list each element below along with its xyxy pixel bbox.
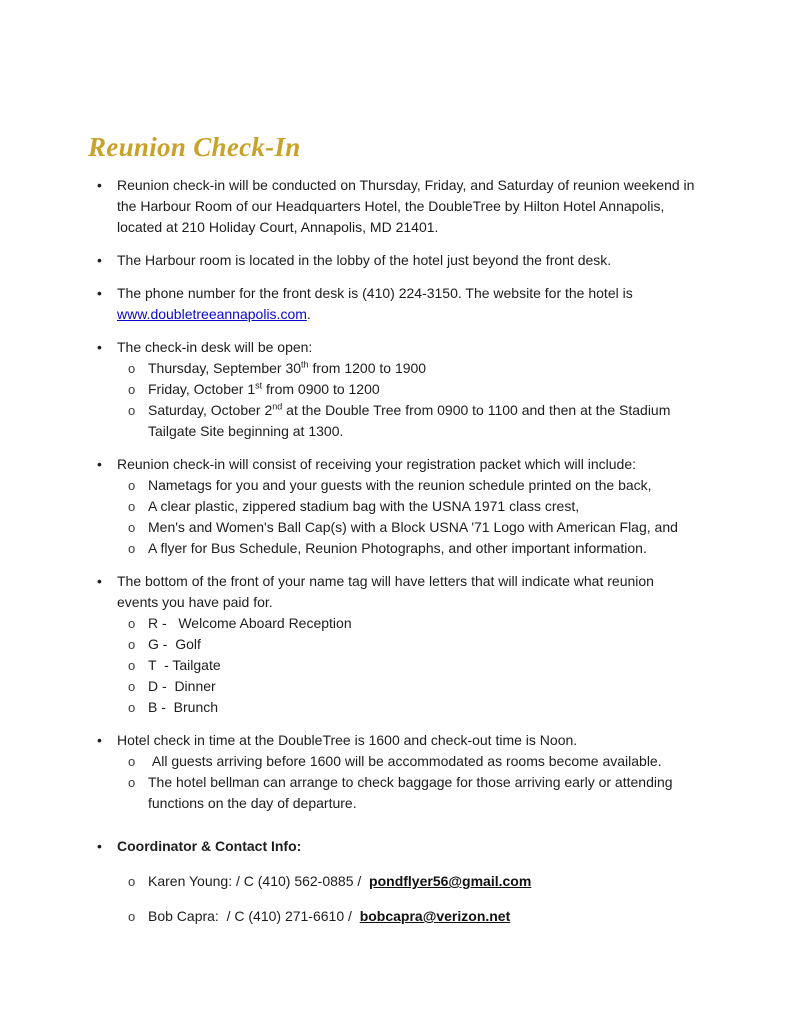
phone-website-text: [117, 283, 695, 325]
checkin-overview-text: Reunion check-in will be conducted on Thursday, Friday, and Saturday of reunion weekend in the Harbour Room of our Headquarters Hotel, the DoubleTree by Hilton Hotel Annapolis, located at 210 Holiday Court, Annapolis, MD 21401.: [117, 177, 699, 235]
bullet-desk-hours: [88, 337, 695, 442]
contact-karen-young: [122, 871, 695, 892]
bullet-circle-icon: o: [128, 403, 136, 418]
desk-hours-sublist: [122, 358, 695, 442]
bob-contact-text: [148, 906, 695, 927]
bellman-text: The hotel bellman can arrange to check baggage for those arriving early or attending functions on the day of departure.: [148, 774, 677, 811]
sub-item-nametags: [122, 475, 695, 496]
bullet-registration-packet: [88, 454, 695, 559]
reception-code-text: R - Welcome Aboard Reception: [148, 615, 352, 631]
bullet-disc-icon: •: [97, 573, 102, 589]
karen-name-phone: Karen Young: / C (410) 562-0885 /: [148, 873, 370, 889]
bullet-disc-icon: •: [97, 838, 102, 854]
stadium-bag-text: A clear plastic, zippered stadium bag with the USNA 1971 class crest,: [148, 498, 580, 514]
bob-name-phone: Bob Capra: / C (410) 271-6610 /: [148, 908, 360, 924]
bullet-circle-icon: o: [128, 520, 136, 535]
sub-item-stadium-bag: [122, 496, 695, 517]
bob-email-link[interactable]: bobcapra@verizon.net: [359, 908, 511, 924]
harbour-room-text: The Harbour room is located in the lobby of the hotel just beyond the front desk.: [117, 252, 612, 268]
contacts-sublist: [122, 871, 695, 927]
bullet-disc-icon: •: [97, 339, 102, 355]
ordinal-suffix: st: [255, 380, 263, 391]
bullet-harbour-room: [88, 250, 695, 271]
hotel-times-sublist: [122, 751, 695, 814]
bullet-disc-icon: •: [97, 285, 102, 301]
sub-item-ball-caps: [122, 517, 695, 538]
bullet-disc-icon: •: [97, 177, 102, 193]
early-arrival-text: All guests arriving before 1600 will be accommodated as rooms become available.: [148, 753, 662, 769]
bullet-circle-icon: o: [128, 909, 136, 924]
thursday-hours-text: [148, 358, 695, 379]
bullet-phone-website: [88, 283, 695, 325]
packet-contents-sublist: [122, 475, 695, 559]
hours-text: from 0900 to 1200: [262, 381, 380, 397]
date-text: Friday, October 1: [148, 381, 256, 397]
bullet-circle-icon: o: [128, 700, 136, 715]
contact-bob-capra: [122, 906, 695, 927]
nametags-text: Nametags for you and your guests with the reunion schedule printed on the back,: [148, 477, 652, 493]
sub-item-brunch: [122, 697, 695, 718]
sub-item-saturday: [122, 400, 695, 442]
bullet-circle-icon: o: [128, 637, 136, 652]
bullet-circle-icon: o: [128, 754, 136, 769]
brunch-code-text: B - Brunch: [148, 699, 219, 715]
date-text: Thursday, September 30: [148, 360, 302, 376]
registration-packet-lead: Reunion check-in will consist of receiving your registration packet which will include:: [117, 456, 637, 472]
bullet-circle-icon: o: [128, 541, 136, 556]
saturday-hours-text: [148, 400, 695, 442]
bullet-circle-icon: o: [128, 361, 136, 376]
bullet-circle-icon: o: [128, 382, 136, 397]
bullet-circle-icon: o: [128, 616, 136, 631]
bullet-disc-icon: •: [97, 456, 102, 472]
bullet-disc-icon: •: [97, 732, 102, 748]
dinner-code-text: D - Dinner: [148, 678, 216, 694]
page-title: Reunion Check-In: [88, 132, 301, 162]
sub-item-thursday: [122, 358, 695, 379]
sub-item-flyer: [122, 538, 695, 559]
ball-caps-text: Men's and Women's Ball Cap(s) with a Block USNA '71 Logo with American Flag, and: [148, 519, 678, 535]
desk-hours-lead: The check-in desk will be open:: [117, 339, 313, 355]
sub-item-early-arrival: [122, 751, 695, 772]
bullet-circle-icon: o: [128, 658, 136, 673]
sub-item-bellman: [122, 772, 695, 814]
sentence-period: .: [306, 306, 311, 322]
date-text: Saturday, October 2: [148, 402, 273, 418]
hours-text: at the Double Tree from 0900 to 1100 and then at the Stadium Tailgate Site beginning at 1300.: [148, 402, 675, 439]
friday-hours-text: [148, 379, 695, 400]
sub-item-dinner: [122, 676, 695, 697]
bullet-disc-icon: •: [97, 252, 102, 268]
bullet-circle-icon: o: [128, 679, 136, 694]
bullet-checkin-overview: [88, 175, 699, 238]
flyer-text: A flyer for Bus Schedule, Reunion Photographs, and other important information.: [148, 540, 647, 556]
bullet-hotel-times: [88, 730, 695, 814]
hotel-website-link[interactable]: www.doubletreeannapolis.com: [117, 306, 307, 322]
karen-contact-text: [148, 871, 695, 892]
bullet-circle-icon: o: [128, 775, 136, 790]
tailgate-code-text: T - Tailgate: [148, 657, 221, 673]
sub-item-tailgate: [122, 655, 695, 676]
bullet-circle-icon: o: [128, 874, 136, 889]
sub-item-reception: [122, 613, 695, 634]
bullet-circle-icon: o: [128, 478, 136, 493]
sub-item-golf: [122, 634, 695, 655]
nametag-letters-lead: The bottom of the front of your name tag will have letters that will indicate what reunion events you have paid for.: [117, 573, 658, 610]
hotel-times-lead: Hotel check in time at the DoubleTree is 1600 and check-out time is Noon.: [117, 732, 578, 748]
karen-email-link[interactable]: pondflyer56@gmail.com: [369, 873, 532, 889]
hours-text: from 1200 to 1900: [308, 360, 427, 376]
ordinal-suffix: nd: [272, 401, 283, 412]
ordinal-suffix: th: [301, 359, 309, 370]
bullet-circle-icon: o: [128, 499, 136, 514]
bullet-coordinator-contact: [88, 836, 695, 927]
phone-text: The phone number for the front desk is (410) 224-3150. The website for the hotel is: [117, 285, 637, 301]
coordinator-contact-heading: Coordinator & Contact Info:: [117, 838, 302, 854]
golf-code-text: G - Golf: [148, 636, 201, 652]
bullet-nametag-letters: [88, 571, 695, 718]
event-letters-sublist: [122, 613, 695, 718]
sub-item-friday: [122, 379, 695, 400]
